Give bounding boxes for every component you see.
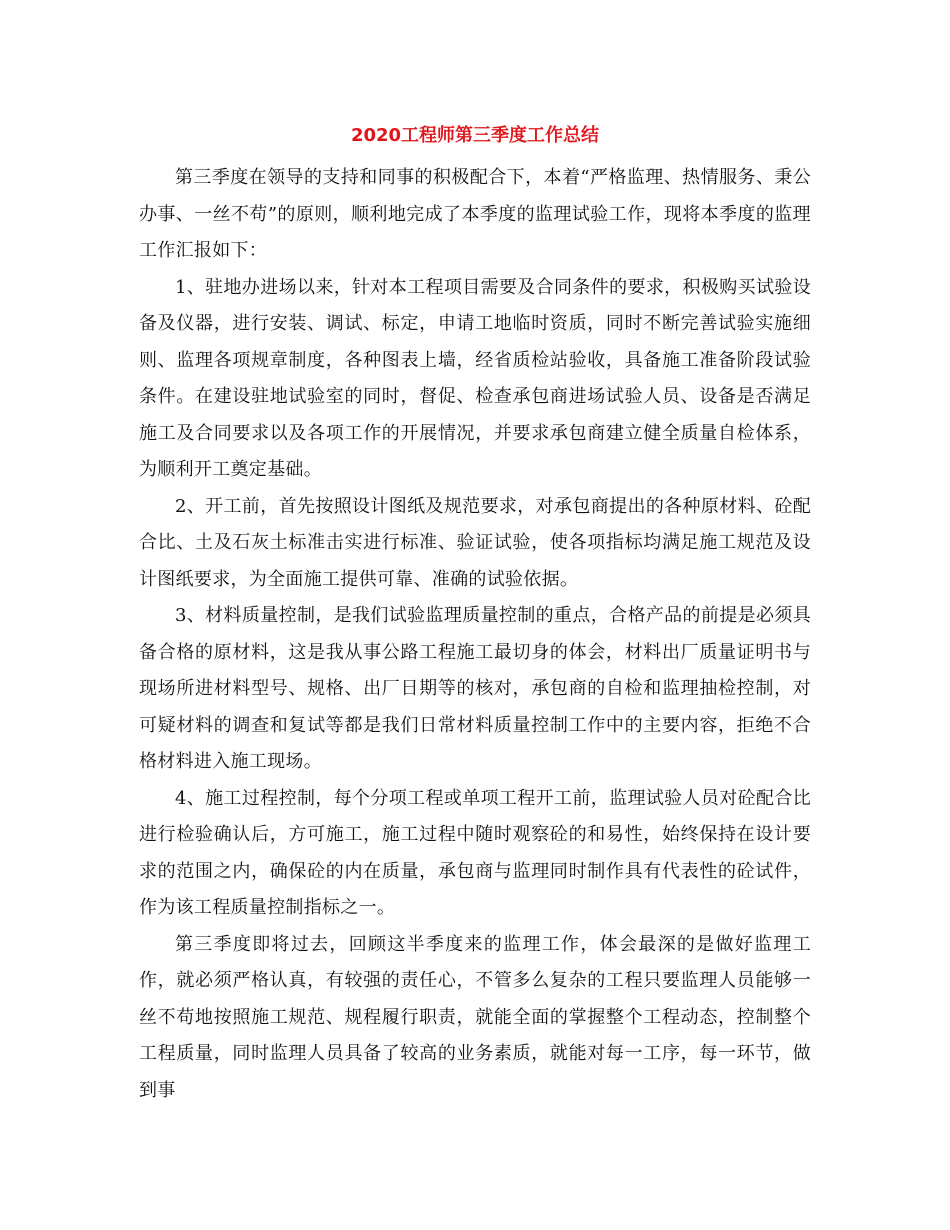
- document-body: [139, 160, 811, 1109]
- paragraph-item-2: 2、开工前，首先按照设计图纸及规范要求，对承包商提出的各种原材料、砼配合比、土及石灰土标准击实进行标准、验证试验，使各项指标均满足施工规范及设计图纸要求，为全面施工提供可靠、准确的试验依据。: [139, 495, 811, 590]
- paragraph-conclusion: 第三季度即将过去，回顾这半季度来的监理工作，体会最深的是做好监理工作，就必须严格认真，有较强的责任心，不管多么复杂的工程只要监理人员能够一丝不苟地按照施工规范、规程履行职责，就能全面的掌握整个工程动态，控制整个工程质量，同时监理人员具备了较高的业务素质，就能对每一工序，每一环节，做到事: [139, 933, 811, 1101]
- document-title: 2020工程师第三季度工作总结: [350, 125, 600, 146]
- paragraph-item-1: 1、驻地办进场以来，针对本工程项目需要及合同条件的要求，积极购买试验设备及仪器，进行安装、调试、标定，申请工地临时资质，同时不断完善试验实施细则、监理各项规章制度，各种图表上墙，经省质检站验收，具备施工准备阶段试验条件。在建设驻地试验室的同时，督促、检查承包商进场试验人员、设备是否满足施工及合同要求以及各项工作的开展情况，并要求承包商建立健全质量自检体系，为顺利开工奠定基础。: [139, 276, 811, 480]
- paragraph-item-3: 3、材料质量控制，是我们试验监理质量控制的重点，合格产品的前提是必须具备合格的原材料，这是我从事公路工程施工最切身的体会，材料出厂质量证明书与现场所进材料型号、规格、出厂日期等的核对，承包商的自检和监理抽检控制，对可疑材料的调查和复试等都是我们日常材料质量控制工作中的主要内容，拒绝不合格材料进入施工现场。: [139, 605, 811, 772]
- paragraph-item-4: 4、施工过程控制，每个分项工程或单项工程开工前，监理试验人员对砼配合比进行检验确认后，方可施工，施工过程中随时观察砼的和易性，始终保持在设计要求的范围之内，确保砼的内在质量，承包商与监理同时制作具有代表性的砼试件，作为该工程质量控制指标之一。: [139, 787, 811, 918]
- paragraph-intro: 第三季度在领导的支持和同事的积极配合下，本着“严格监理、热情服务、秉公办事、一丝不苟”的原则，顺利地完成了本季度的监理试验工作，现将本季度的监理工作汇报如下：: [139, 167, 811, 261]
